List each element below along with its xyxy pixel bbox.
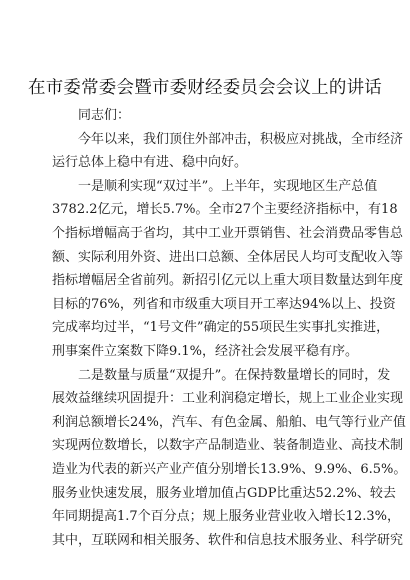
text-line: 同志们：	[78, 108, 131, 123]
text-line: 其中，互联网和相关服务、软件和信息技术服务业、科学研究	[52, 532, 404, 548]
text-line: 额、实际利用外资、进出口总额、全体居民人均可支配收入等	[52, 249, 404, 265]
text-line: 实现两位数增长，以数字产品制造业、装备制造业、高技术制	[52, 438, 404, 454]
text-line: 完成率均过半，“1号文件”确定的55项民生实事扎实推进，	[52, 320, 390, 336]
text-line: 3782.2亿元，增长5.7%。全市27个主要经济指标中，有18	[52, 202, 398, 218]
text-line: 年同期提高1.7个百分点；规上服务业营业收入增长12.3%，	[52, 509, 400, 525]
text-line: 运行总体上稳中有进、稳中向好。	[52, 155, 248, 171]
document-body	[52, 104, 407, 552]
text-line: 指标增幅居全省前列。新招引亿元以上重大项目数量达到年度	[52, 273, 404, 289]
text-line: 目标的76%，列省和市级重大项目开工率达94%以上、投资	[52, 296, 396, 312]
text-line: 展效益继续巩固提升：工业利润稳定增长，规上工业企业实现	[52, 391, 404, 407]
text-line: 造业为代表的新兴产业产值分别增长13.9%、9.9%、6.5%。	[52, 461, 407, 477]
document-title: 在市委常委会暨市委财经委员会会议上的讲话	[28, 78, 382, 98]
text-line: 个指标增幅高于省均，其中工业开票销售、社会消费品零售总	[52, 225, 404, 241]
text-line: 刑事案件立案数下降9.1%，经济社会发展平稳有序。	[52, 343, 359, 359]
text-line: 服务业快速发展，服务业增加值占GDP比重达52.2%、较去	[52, 485, 396, 501]
text-line: 一是顺利实现“双过半”。上半年，实现地区生产总值	[78, 178, 378, 194]
text-line: 利润总额增长24%，汽车、有色金属、船舶、电气等行业产值	[52, 414, 406, 430]
text-line: 二是数量与质量“双提升”。在保持数量增长的同时，发	[78, 367, 391, 383]
text-line: 今年以来，我们顶住外部冲击，积极应对挑战，全市经济	[78, 131, 404, 147]
